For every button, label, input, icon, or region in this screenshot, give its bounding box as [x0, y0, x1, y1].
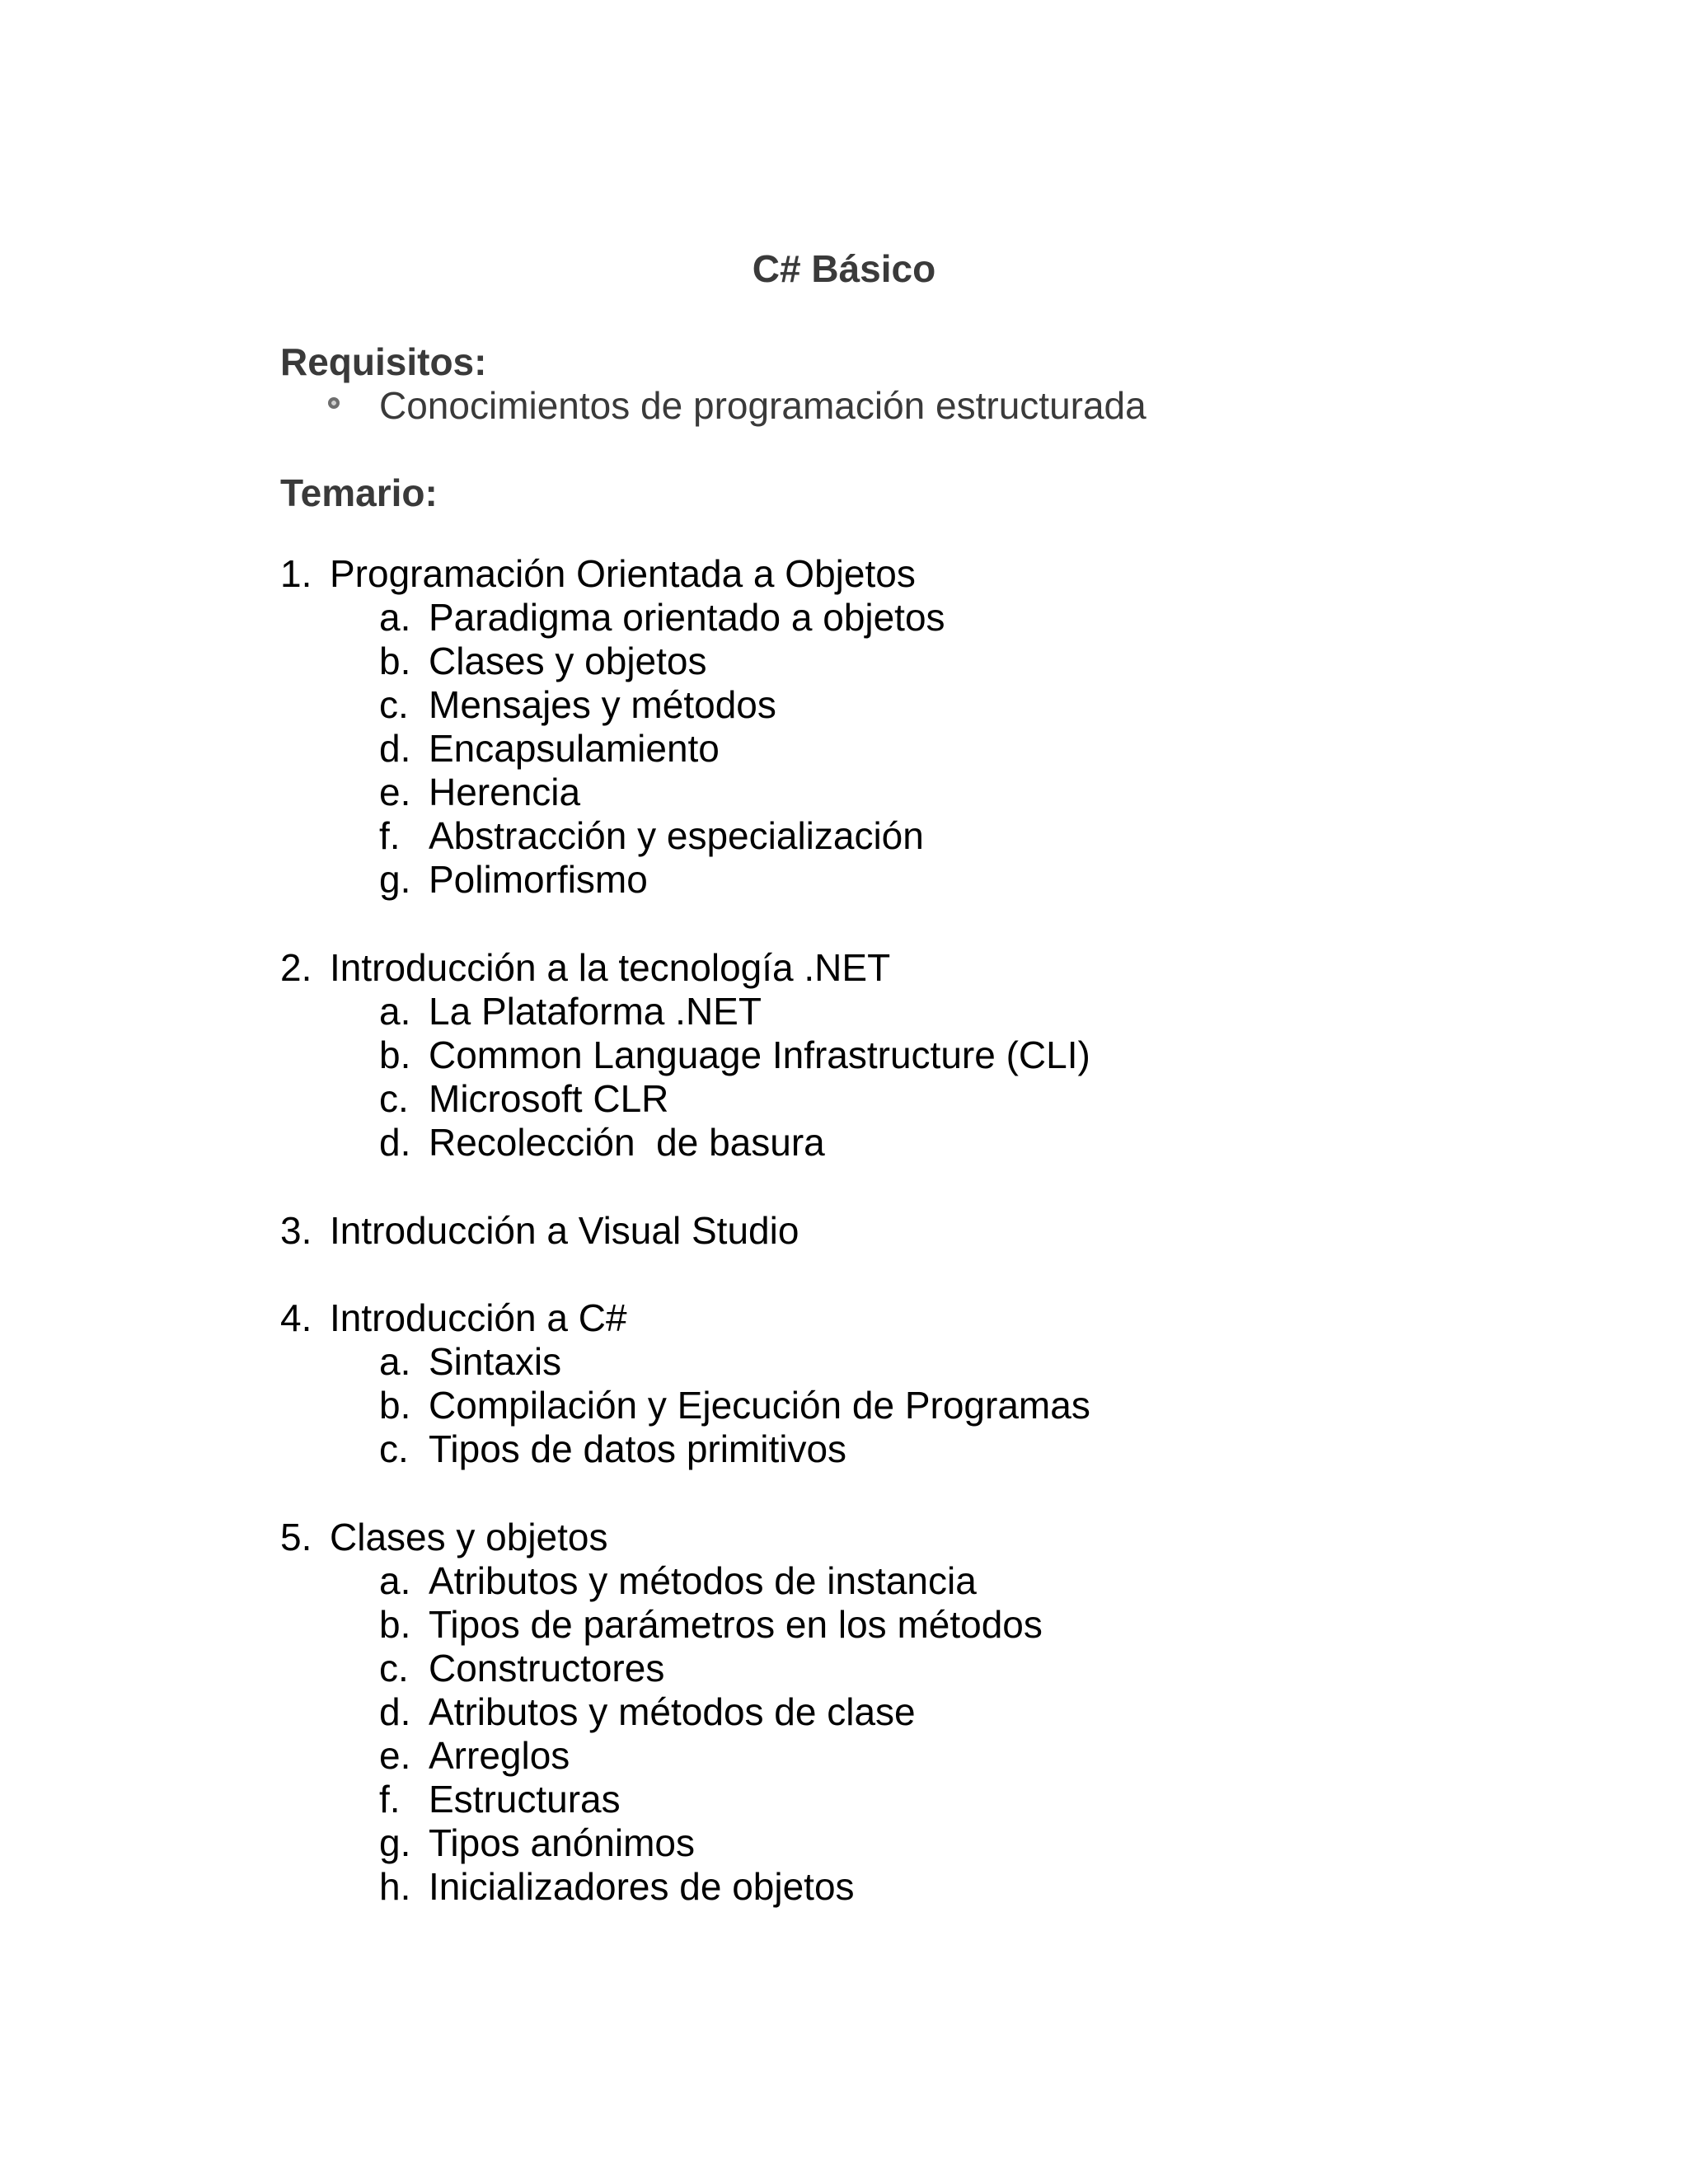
subtopic-letter: a. [379, 990, 411, 1033]
subtopic-letter: c. [379, 1647, 409, 1690]
subtopic-letter: d. [379, 1690, 411, 1733]
subtopic-item [280, 682, 1187, 728]
subtopic-label: Tipos de parámetros en los métodos [429, 1603, 1043, 1646]
subtopic-item [280, 1119, 1187, 1165]
subtopic-label: Polimorfismo [429, 858, 648, 901]
subtopic-item [280, 1732, 1187, 1779]
subtopic-label: Microsoft CLR [429, 1077, 669, 1120]
subtopic-letter: e. [379, 771, 411, 813]
subtopic-label: Tipos de datos primitivos [429, 1427, 847, 1470]
subtopic-letter: c. [379, 683, 409, 726]
subtopic-label: Tipos anónimos [429, 1821, 696, 1864]
subtopic-item [280, 1338, 1187, 1385]
subtopic-label: Inicializadores de objetos [429, 1865, 855, 1908]
subtopic-letter: f. [379, 814, 401, 857]
subtopic-item [280, 725, 1187, 771]
topic-number: 5. [280, 1516, 312, 1558]
subtopic-label: Arreglos [429, 1734, 570, 1777]
topic-label: Introducción a C# [330, 1296, 627, 1339]
subtopic-item [280, 1382, 1187, 1428]
topic-number: 2. [280, 946, 312, 989]
subtopic-item [280, 1032, 1187, 1078]
subtopic-label: Clases y objetos [429, 640, 707, 682]
subtopic-label: Compilación y Ejecución de Programas [429, 1384, 1090, 1427]
subtopic-letter: c. [379, 1427, 409, 1470]
subtopic-item [280, 1426, 1187, 1472]
subtopic-letter: f. [379, 1778, 401, 1821]
subtopic-item [280, 1076, 1187, 1122]
subtopic-letter: b. [379, 1603, 411, 1646]
subtopic-label: Atributos y métodos de clase [429, 1690, 916, 1733]
topic-number: 3. [280, 1209, 312, 1252]
bullet-icon [328, 397, 340, 409]
subtopic-item [280, 1645, 1187, 1691]
topic-label: Introducción a Visual Studio [330, 1209, 799, 1252]
subtopic-item [280, 594, 1187, 640]
subtopic-item [280, 1601, 1187, 1647]
subtopic-label: Mensajes y métodos [429, 683, 776, 726]
topic-label: Programación Orientada a Objetos [330, 552, 916, 595]
subtopic-label: Constructores [429, 1647, 665, 1690]
subtopic-item [280, 638, 1187, 684]
subtopic-label: Estructuras [429, 1778, 621, 1821]
subtopic-letter: e. [379, 1734, 411, 1777]
subtopic-item [280, 1820, 1187, 1866]
subtopic-item [280, 813, 1187, 859]
topic-label: Introducción a la tecnología .NET [330, 946, 891, 989]
subtopic-letter: d. [379, 727, 411, 770]
subtopic-letter: c. [379, 1077, 409, 1120]
subtopic-label: Abstracción y especialización [429, 814, 924, 857]
subtopic-label: Common Language Infrastructure (CLI) [429, 1033, 1090, 1076]
subtopic-letter: g. [379, 858, 411, 901]
requirement-text: Conocimientos de programación estructurada [379, 384, 1146, 427]
subtopic-letter: a. [379, 1340, 411, 1383]
subtopic-label: Sintaxis [429, 1340, 562, 1383]
subtopic-letter: b. [379, 1384, 411, 1427]
subtopic-label: Recolección de basura [429, 1121, 825, 1164]
subtopic-letter: h. [379, 1865, 411, 1908]
subtopic-label: Paradigma orientado a objetos [429, 596, 945, 639]
syllabus-heading: Temario: [280, 471, 438, 514]
topic-number: 1. [280, 552, 312, 595]
subtopic-letter: b. [379, 1033, 411, 1076]
subtopic-item [280, 1558, 1187, 1604]
subtopic-letter: b. [379, 640, 411, 682]
subtopic-letter: g. [379, 1821, 411, 1864]
requirements-heading: Requisitos: [280, 340, 487, 383]
subtopic-label: Herencia [429, 771, 581, 813]
subtopic-label: La Plataforma .NET [429, 990, 762, 1033]
subtopic-item [280, 1689, 1187, 1735]
topic-number: 4. [280, 1296, 312, 1339]
document-title: C# Básico [752, 247, 936, 290]
subtopic-letter: a. [379, 1559, 411, 1602]
subtopic-item [280, 988, 1187, 1034]
subtopic-letter: d. [379, 1121, 411, 1164]
subtopic-item [280, 1776, 1187, 1822]
subtopic-letter: a. [379, 596, 411, 639]
subtopic-item [280, 1863, 1187, 1910]
subtopic-label: Encapsulamiento [429, 727, 720, 770]
subtopic-label: Atributos y métodos de instancia [429, 1559, 977, 1602]
topic-label: Clases y objetos [330, 1516, 608, 1558]
subtopic-item [280, 769, 1187, 815]
subtopic-item [280, 856, 1187, 902]
